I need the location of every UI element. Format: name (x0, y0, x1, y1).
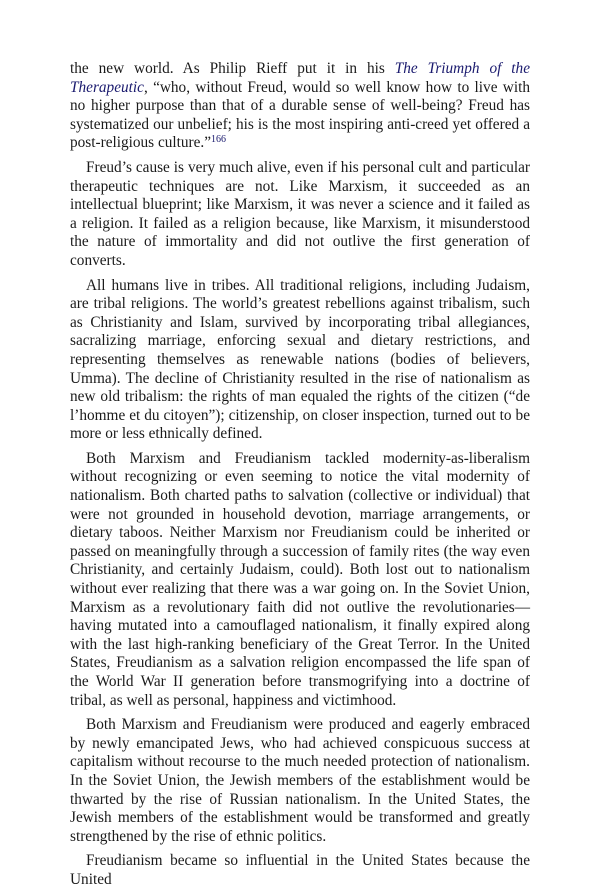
paragraph-4: Both Marxism and Freudianism tackled modernity-as-liberalism without recognizing or even seeming to notice the vital modernity of nationalism. Both charted paths to salvation (collective or individual) that were not grounded in household devotion, marriage arrangements, or dietary taboos. Neither Marxism nor Freudianism could be inherited or passed on meaningfully through a succession of family rites (the way even Christianity, and certainly Judaism, could). Both lost out to nationalism without ever realizing that there was a war going on. In the Soviet Union, Marxism as a revolutionary faith did not outlive the revolutionaries—having mutated into a camouflaged nationalism, it finally expired along with the last high-ranking beneficiary of the Great Terror. In the United States, Freudianism as a salvation religion encompassed the life span of the World War II generation before transmogrifying into a doctrine of tribal, as well as personal, happiness and victimhood. (70, 449, 530, 709)
paragraph-1 (70, 60, 530, 153)
paragraph-5: Both Marxism and Freudianism were produced and eagerly embraced by newly emancipated Jews, who had achieved conspicuous success at capitalism without recourse to the much needed protection of nationalism. In the Soviet Union, the Jewish members of the establishment would be thwarted by the rise of Russian nationalism. In the United States, the Jewish members of the establishment would be transformed and greatly strengthened by the rise of ethnic politics. (70, 716, 530, 845)
book-title-link[interactable]: The Triumph of the Therapeutic (70, 60, 530, 96)
paragraph-1-text-end: , “who, without Freud, would so well know how to live with no higher purpose than that of a durable sense of well-being? Freud has systematized our unbelief; his is the most inspiring anti-creed yet offered a post-religious culture.” (70, 78, 530, 152)
paragraph-2: Freud’s cause is very much alive, even if his personal cult and particular therapeutic techniques are not. Like Marxism, it succeeded as an intellectual blueprint; like Marxism, it was never a science and it failed as a religion. It failed as a religion because, like Marxism, it misunderstood the nature of immortality and did not outlive the first generation of converts. (70, 158, 530, 269)
paragraph-6: Freudianism became so influential in the United States because the United (70, 852, 530, 888)
paragraph-3: All humans live in tribes. All traditional religions, including Judaism, are tribal religions. The world’s greatest rebellions against tribalism, such as Christianity and Islam, survived by incorporating tribal allegiances, sacralizing marriage, enforcing sexual and dietary restrictions, and representing themselves as renewable nations (bodies of believers, Umma). The decline of Christianity resulted in the rise of nationalism as new old tribalism: the rights of man equaled the rights of the citizen (“de l’homme et du citoyen”); citizenship, on closer inspection, turned out to be more or less ethnically defined. (70, 276, 530, 443)
page-body (70, 60, 530, 890)
footnote-reference[interactable]: 166 (211, 134, 227, 146)
paragraph-1-text-start: the new world. As Philip Rieff put it in his (70, 60, 395, 77)
